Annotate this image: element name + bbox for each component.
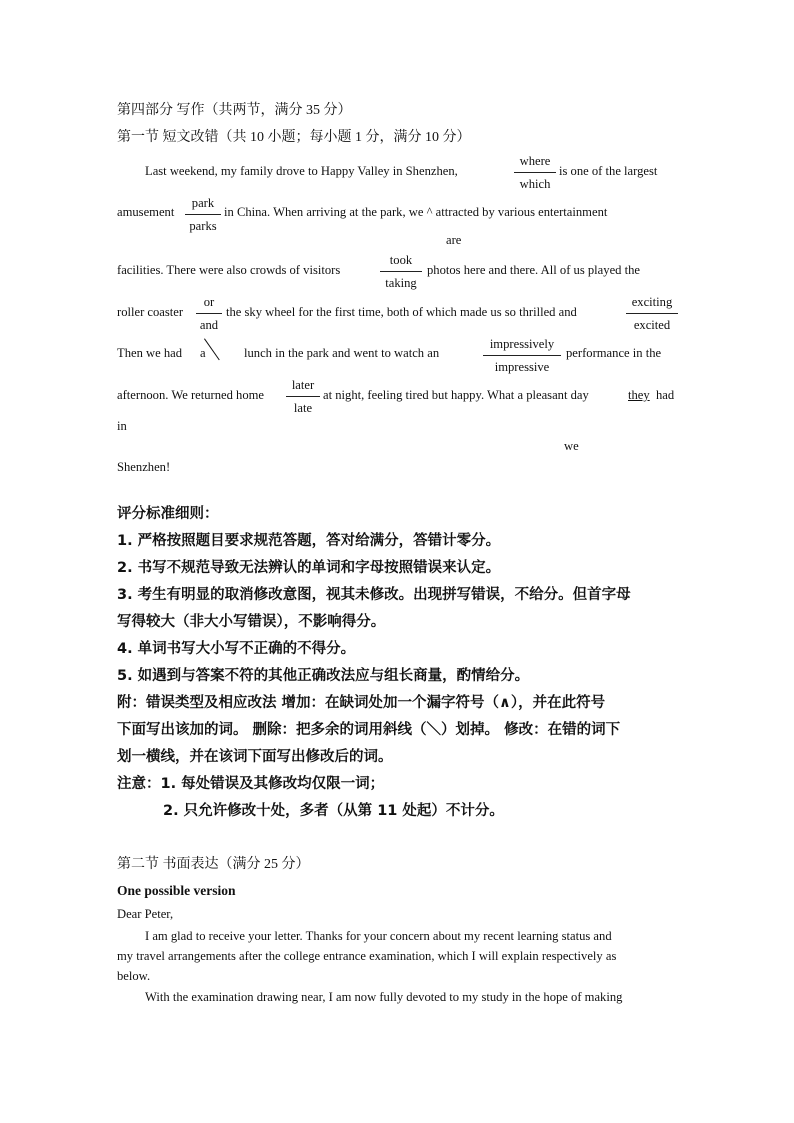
scoring-rule-1: 1. 严格按照题目要求规范答题，答对给满分，答错计零分。 [117, 533, 501, 549]
correction-original: impressively [489, 337, 555, 351]
scoring-rule-2: 2. 书写不规范导致无法辨认的单词和字母按照错误来认定。 [117, 560, 501, 576]
delete-slash-mark [204, 338, 220, 360]
passage-line-5c: performance in the [566, 346, 662, 360]
correction-5 [626, 292, 678, 335]
appendix-line-3: 划一横线，并在该词下面写出修改后的词。 [117, 749, 393, 765]
correction-fix: late [293, 401, 313, 415]
section-two-title: 第二节 书面表达（满分 25 分） [117, 857, 310, 872]
part-four-title: 第四部分 写作（共两节，满分 35 分） [117, 103, 352, 118]
passage-line-6a: afternoon. We returned home [117, 388, 265, 402]
passage-line-4a: roller coaster [117, 305, 184, 319]
essay-p1-line-3: below. [117, 969, 151, 983]
correction-rule [185, 214, 221, 215]
correction-rule [626, 313, 678, 314]
correction-rule [514, 172, 556, 173]
passage-line-2a: amusement [117, 205, 175, 219]
passage-line-6c: had [656, 388, 675, 402]
correction-rule [483, 355, 561, 356]
passage-line-4b: the sky wheel for the first time, both of which made us so thrilled and [226, 305, 577, 319]
note-line-1: 注意：1. 每处错误及其修改均仅限一词； [117, 776, 385, 792]
correction-original: park [191, 196, 215, 210]
correction-4 [196, 292, 222, 335]
correction-fix: taking [385, 276, 417, 290]
passage-line-3a: facilities. There were also crowds of visitors [117, 263, 341, 277]
correction-fix: excited [633, 318, 671, 332]
passage-line-5a: Then we had [117, 346, 183, 360]
inserted-word: are [446, 233, 462, 247]
correction-3 [380, 250, 422, 293]
essay-p1-line-1: I am glad to receive your letter. Thanks for your concern about my recent learning status and [145, 929, 612, 943]
underlined-error-word: they [628, 388, 650, 402]
note-line-2: 2. 只允许修改十处，多者（从第 11 处起）不计分。 [163, 803, 504, 819]
correction-rule [286, 396, 320, 397]
passage-line-6b: at night, feeling tired but happy. What a pleasant day [323, 388, 589, 402]
correction-fix: which [519, 177, 551, 191]
correction-6 [483, 334, 561, 377]
correction-fix: parks [189, 219, 217, 233]
correction-original: or [203, 295, 215, 309]
passage-line-1a: Last weekend, my family drove to Happy Valley in Shenzhen, [145, 164, 458, 178]
correction-fix: impressive [494, 360, 550, 374]
correction-rule [196, 313, 222, 314]
correction-original: exciting [631, 295, 673, 309]
correction-8-fix: we [564, 439, 579, 453]
correction-7 [286, 375, 320, 418]
passage-line-2b: in China. When arriving at the park, we ^ attracted by various entertainment [224, 205, 608, 219]
passage-line-3b: photos here and there. All of us played the [427, 263, 640, 277]
essay-p2-line-1: With the examination drawing near, I am now fully devoted to my study in the hope of making [145, 990, 623, 1004]
passage-line-5b: lunch in the park and went to watch an [244, 346, 440, 360]
passage-line-8: Shenzhen! [117, 460, 171, 474]
section-one-title: 第一节 短文改错（共 10 小题；每小题 1 分，满分 10 分） [117, 130, 471, 145]
correction-1 [514, 151, 556, 194]
scoring-rule-3b: 写得较大（非大小写错误），不影响得分。 [117, 614, 386, 630]
scoring-title: 评分标准细则： [117, 506, 219, 522]
passage-line-1b: is one of the largest [559, 164, 658, 178]
passage-line-7: in [117, 419, 127, 433]
correction-original: later [291, 378, 315, 392]
essay-p1-line-2: my travel arrangements after the college entrance examination, which I will explain respectively as [117, 949, 617, 963]
scoring-rule-4: 4. 单词书写大小写不正确的不得分。 [117, 641, 356, 657]
deleted-word: a [200, 346, 206, 360]
correction-original: took [389, 253, 413, 267]
scoring-rule-3a: 3. 考生有明显的取消修改意图，视其未修改。出现拼写错误，不给分。但首字母 [117, 587, 631, 603]
correction-fix: and [199, 318, 219, 332]
correction-rule [380, 271, 422, 272]
essay-greeting: Dear Peter, [117, 907, 174, 921]
essay-heading: One possible version [117, 883, 236, 898]
correction-original: where [519, 154, 551, 168]
appendix-line-2: 下面写出该加的词。 删除：把多余的词用斜线（＼）划掉。 修改：在错的词下 [117, 722, 621, 738]
correction-2 [185, 193, 221, 236]
appendix-line-1: 附：错误类型及相应改法 增加：在缺词处加一个漏字符号（∧），并在此符号 [117, 695, 606, 711]
scoring-rule-5: 5. 如遇到与答案不符的其他正确改法应与组长商量，酌情给分。 [117, 668, 530, 684]
